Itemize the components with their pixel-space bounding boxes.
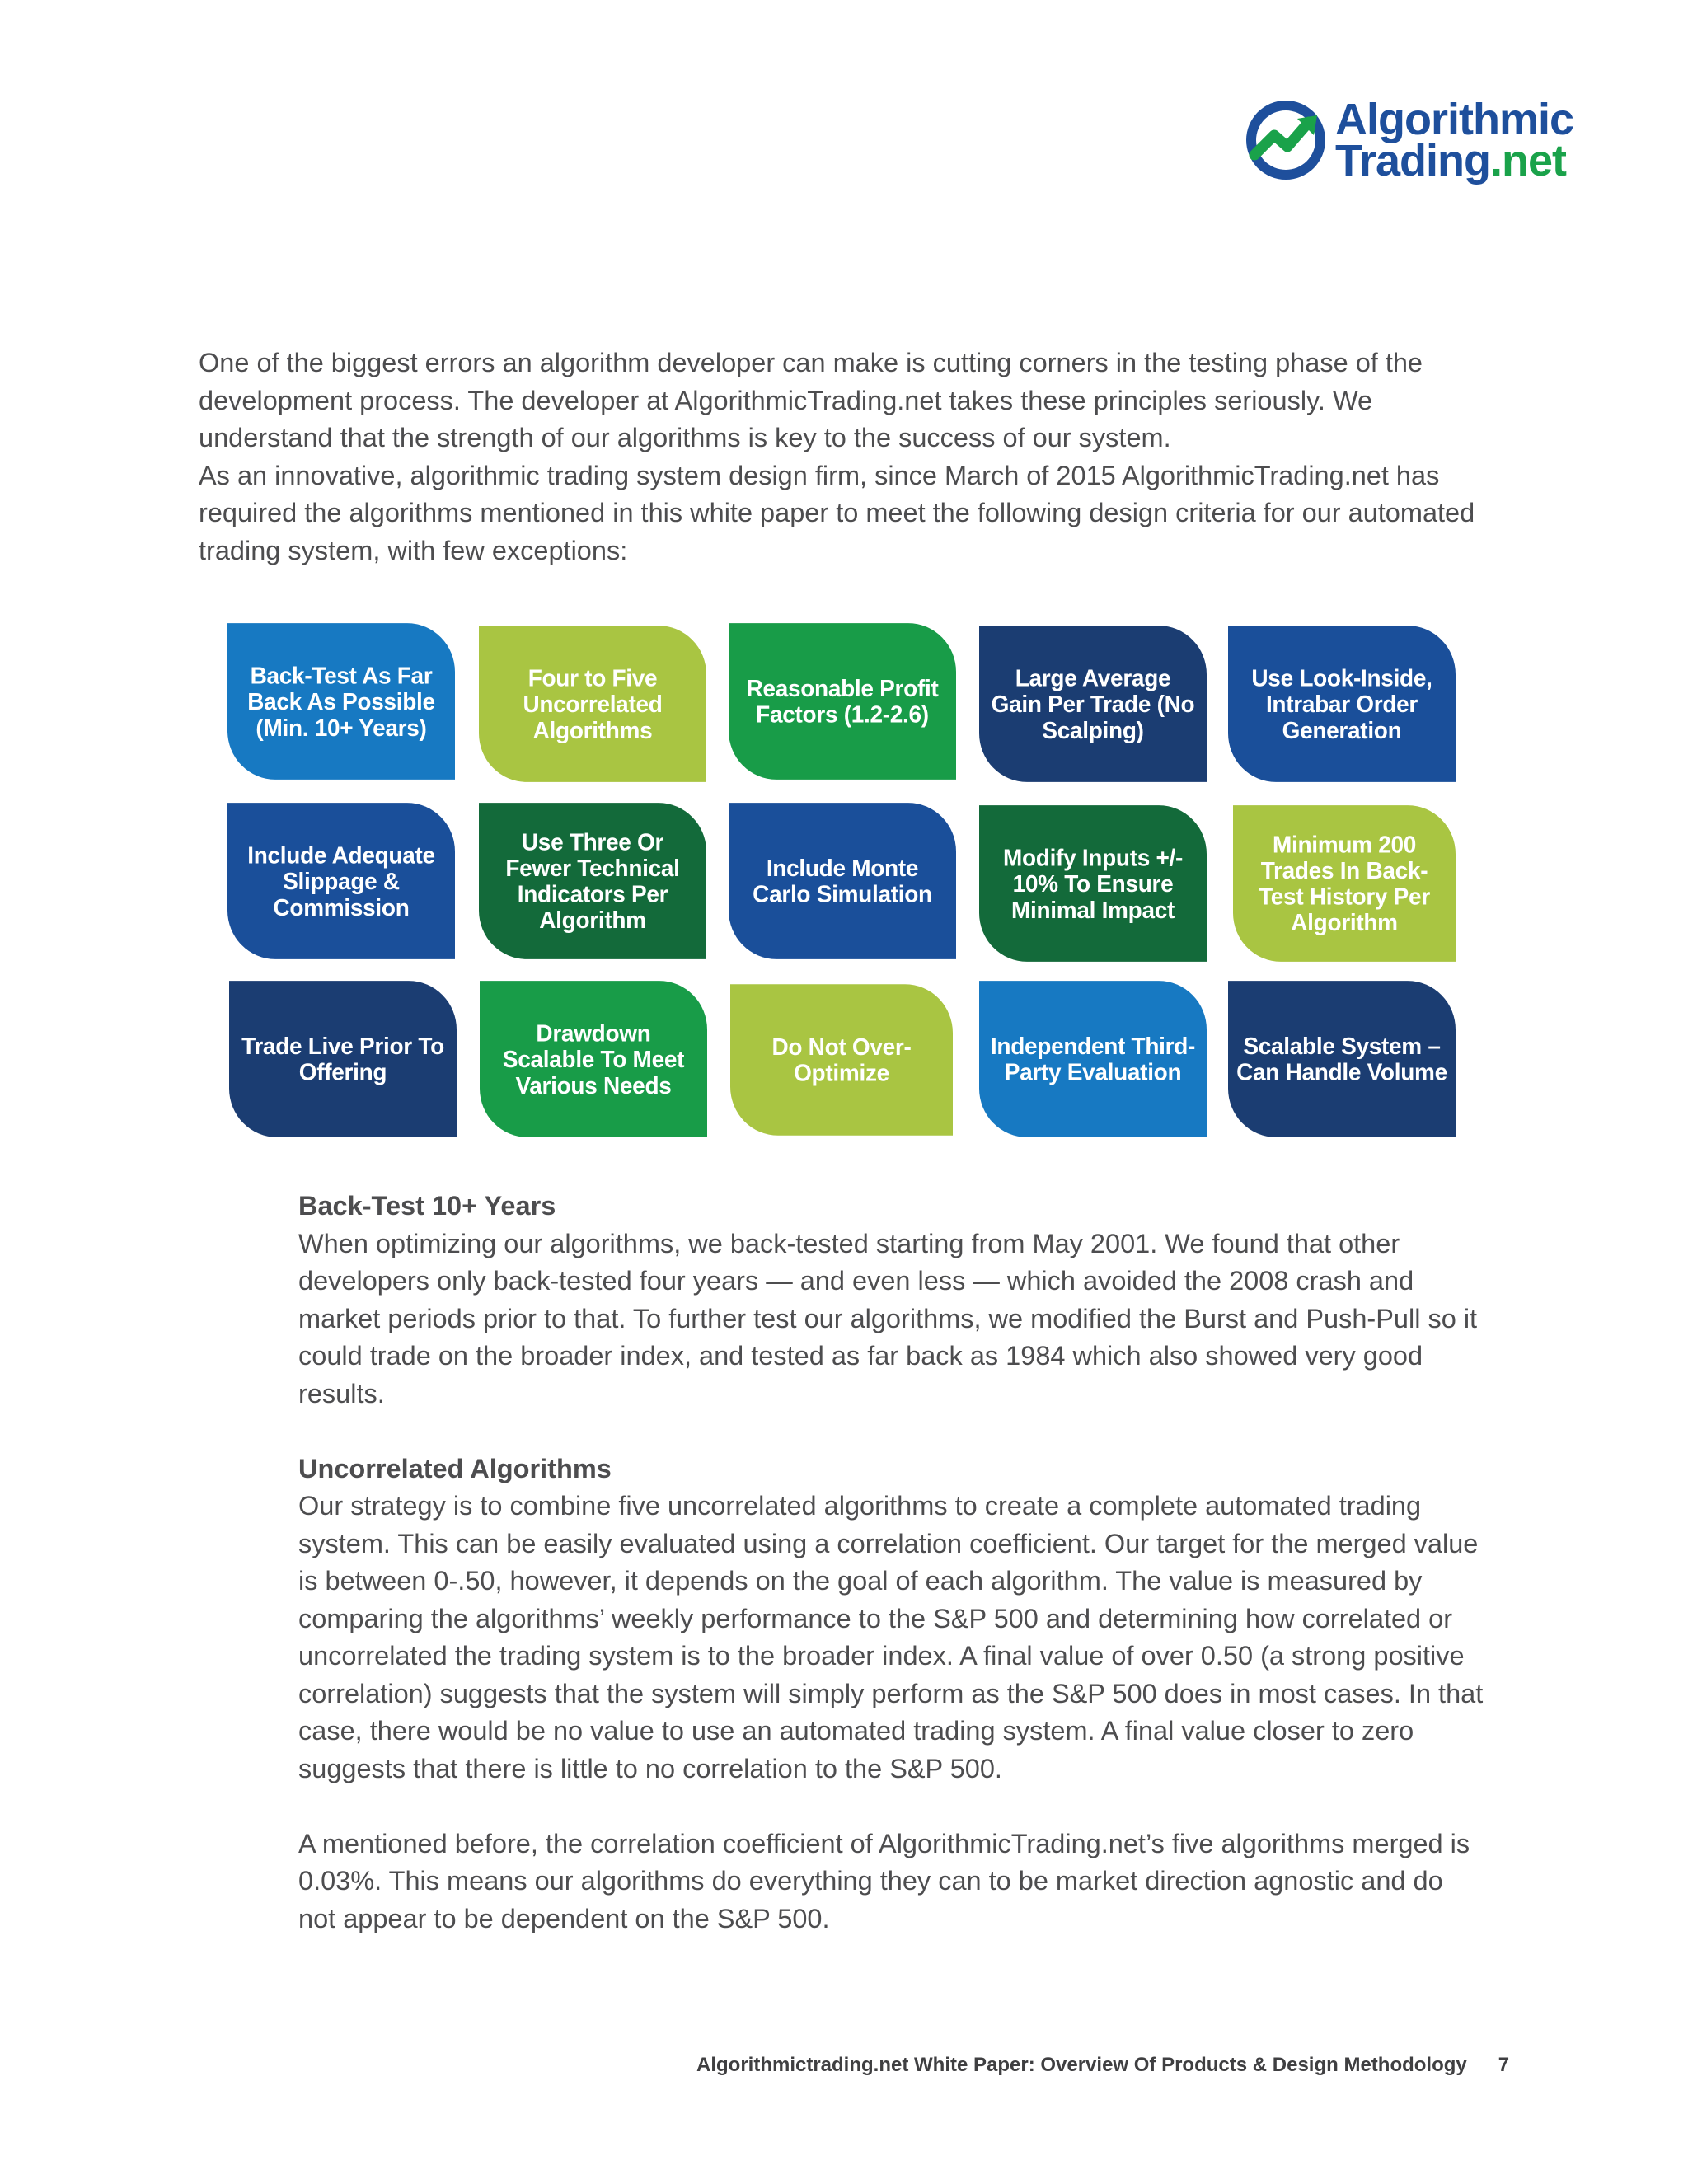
criteria-label: Modify Inputs +/- 10% To Ensure Minimal Impact — [1002, 844, 1184, 923]
criteria-tile — [229, 981, 457, 1137]
section-text-uncorrelated: Our strategy is to combine five uncorrelated algorithms to create a complete automated trading system. This can be easily evaluated using a correlation coefficient. Our target for the merged value is between 0-.50, however, it depends on the goal of each algorithm. The value is measured by comparing the algorithms’ weekly performance to the S&P 500 and determining how correlated or uncorrelated the trading system is to the broader index. A final value of over 0.50 (a strong positive correlation) suggests that the system will simply perform as the S&P 500 does in most cases. In that case, there would be no value to use an automated trading system. A final value closer to zero suggests that there is little to no correlation to the S&P 500. — [298, 1491, 1484, 1783]
criteria-label: Back-Test As Far Back As Possible (Min. 10+ Years) — [247, 662, 435, 741]
criteria-label: Reasonable Profit Factors (1.2-2.6) — [746, 675, 939, 728]
criteria-label: Four to Five Uncorrelated Algorithms — [523, 664, 663, 743]
criteria-tile — [1228, 981, 1456, 1137]
intro-paragraph-2: As an innovative, algorithmic trading system design firm, since March of 2015 AlgorithmicTrading.net has required the algorithms mentioned in this white paper to meet the following design criteria for our automated trading system, with few exceptions: — [199, 460, 1475, 565]
criteria-label: Do Not Over-Optimize — [771, 1033, 912, 1086]
criteria-label: Include Adequate Slippage & Commission — [247, 841, 435, 921]
company-logo — [1243, 97, 1606, 188]
intro-text — [199, 344, 1484, 569]
spacer — [298, 1788, 1485, 1825]
logo-line-2 — [1335, 136, 1573, 185]
section-heading-backtest: Back-Test 10+ Years — [298, 1191, 556, 1221]
criteria-label: Scalable System – Can Handle Volume — [1236, 1033, 1447, 1085]
criteria-label: Use Look-Inside, Intrabar Order Generation — [1251, 664, 1432, 743]
criteria-tile — [730, 984, 953, 1136]
criteria-tile — [1233, 805, 1456, 962]
intro-paragraph-1: One of the biggest errors an algorithm developer can make is cutting corners in the testing phase of the development process. The developer at AlgorithmicTrading.net takes these principles seriously. We understand that the strength of our algorithms is key to the success of our system. — [199, 348, 1423, 452]
criteria-tile — [479, 803, 706, 959]
section-text-backtest: When optimizing our algorithms, we back-tested starting from May 2001. We found that other developers only back-tested four years — and even less — which avoided the 2008 crash and market periods prior to that. To further test our algorithms, we modified the Burst and Push-Pull so it could trade on the broader index, and tested as far back as 1984 which also showed very good results. — [298, 1228, 1478, 1408]
criteria-tile — [480, 981, 707, 1137]
section-heading-uncorrelated: Uncorrelated Algorithms — [298, 1453, 612, 1483]
criteria-label: Large Average Gain Per Trade (No Scalping) — [991, 664, 1195, 743]
criteria-tile — [979, 626, 1207, 782]
logo-chart-icon — [1243, 97, 1329, 183]
footer-title: Algorithmictrading.net White Paper: Overview Of Products & Design Methodology — [696, 2054, 1467, 2076]
criteria-label: Use Three Or Fewer Technical Indicators Per Algorithm — [505, 828, 680, 934]
body-content — [298, 1188, 1485, 1938]
logo-trading: Trading — [1335, 136, 1491, 185]
closing-paragraph: A mentioned before, the correlation coefficient of AlgorithmicTrading.net’s five algorithms merged is 0.03%. This means our algorithms do everything they can to be market direction agnostic and do not appear to be dependent on the S&P 500. — [298, 1828, 1470, 1933]
page-footer — [696, 2054, 1521, 2077]
criteria-label: Independent Third-Party Evaluation — [990, 1033, 1196, 1085]
spacer — [298, 1413, 1485, 1451]
criteria-tile — [979, 981, 1207, 1137]
criteria-label: Trade Live Prior To Offering — [241, 1033, 444, 1085]
logo-wordmark — [1335, 95, 1574, 185]
criteria-tile — [227, 803, 455, 959]
criteria-tile — [1228, 626, 1456, 782]
criteria-label: Minimum 200 Trades In Back-Test History Per Algorithm — [1259, 831, 1430, 936]
criteria-tile — [729, 803, 956, 959]
criteria-tile — [729, 623, 956, 780]
logo-dot-net: .net — [1490, 136, 1567, 185]
criteria-tile — [227, 623, 455, 780]
criteria-label: Drawdown Scalable To Meet Various Needs — [502, 1019, 685, 1099]
page-number: 7 — [1498, 2054, 1510, 2076]
criteria-tile — [979, 805, 1207, 962]
design-criteria-grid — [227, 625, 1456, 1140]
logo-line-1: Algorithmic — [1335, 95, 1574, 144]
criteria-tile — [479, 626, 706, 782]
criteria-label: Include Monte Carlo Simulation — [753, 855, 932, 907]
